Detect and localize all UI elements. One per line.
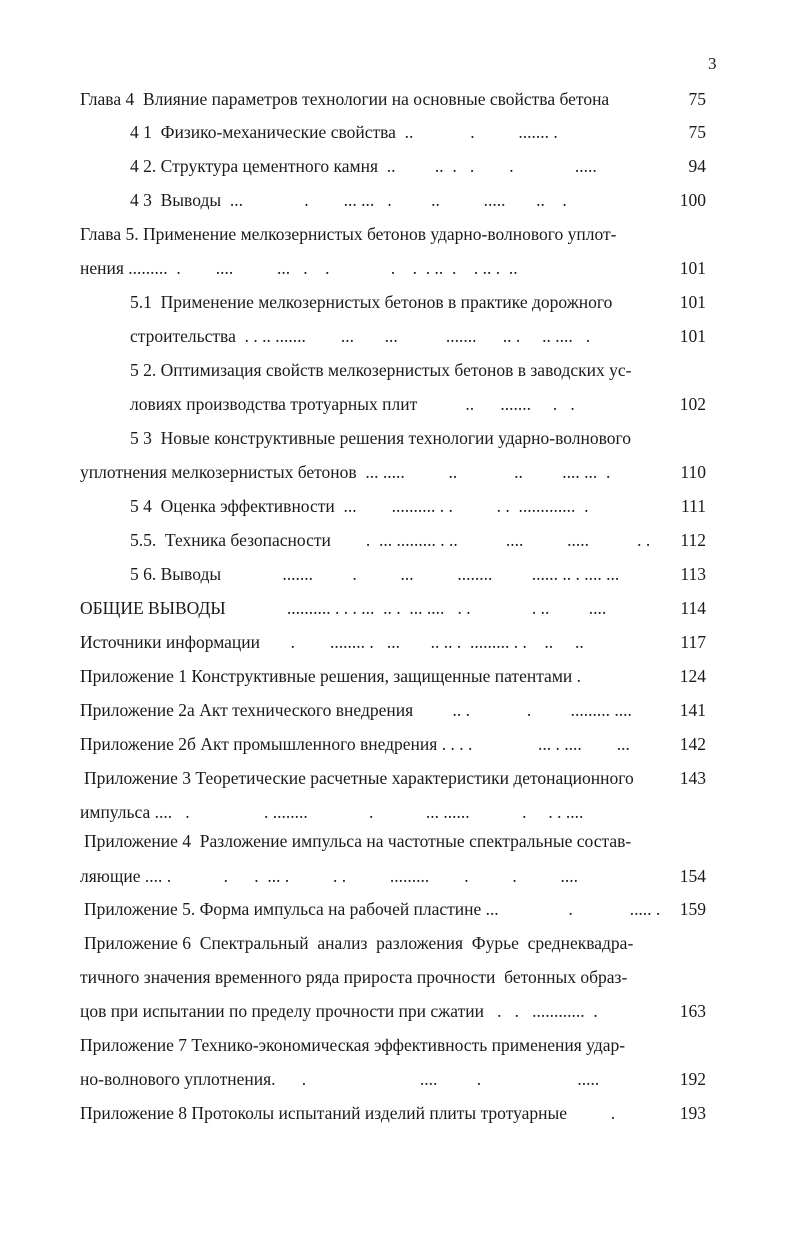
toc-page-number: 142	[679, 734, 706, 754]
toc-page-number: 163	[679, 1001, 706, 1021]
toc-entry: уплотнения мелкозернистых бетонов ... ..... .. .. .... ... .	[80, 462, 611, 482]
toc-page-number: 143	[679, 768, 706, 788]
toc-page-number: 94	[688, 156, 706, 176]
toc-page-number: 154	[679, 866, 706, 886]
toc-page-number: 75	[688, 122, 706, 142]
toc-entry: цов при испытании по пределу прочности при сжатии . . ............ .	[80, 1001, 598, 1021]
toc-page-number: 117	[680, 632, 706, 652]
toc-entry: 5 4 Оценка эффективности ... .......... . . . . ............. .	[130, 496, 589, 516]
toc-page-number: 192	[679, 1069, 706, 1089]
toc-page-number: 114	[680, 598, 706, 618]
toc-page-number: 124	[679, 666, 706, 686]
toc-entry: Источники информации . ........ . ... .. .. . ......... . . .. ..	[80, 632, 584, 652]
toc-entry: 5 2. Оптимизация свойств мелкозернистых бетонов в заводских ус-	[130, 360, 632, 380]
toc-entry: 5.5. Техника безопасности . ... ......... . .. .... ..... . .	[130, 530, 651, 550]
toc-entry: импульса .... . . ........ . ... ...... . . . ....	[80, 802, 584, 822]
toc-entry: Приложение 7 Технико-экономическая эффективность применения удар-	[80, 1035, 626, 1055]
toc-entry: Приложение 5. Форма импульса на рабочей пластине ... . ..... .	[84, 899, 661, 919]
toc-entry: нения ......... . .... ... . . . . . .. . . .. . ..	[80, 258, 518, 278]
toc-entry: 5 6. Выводы ....... . ... ........ ...... .. . .... ...	[130, 564, 620, 584]
toc-page-number: 101	[679, 258, 706, 278]
toc-entry: Приложение 2б Акт промышленного внедрения . . . . ... . .... ...	[80, 734, 630, 754]
toc-page-number: 159	[679, 899, 706, 919]
toc-page-number: 110	[680, 462, 706, 482]
toc-page-number: 100	[679, 190, 706, 210]
toc-entry: тичного значения временного ряда прироста прочности бетонных образ-	[80, 967, 628, 987]
toc-entry: Глава 5. Применение мелкозернистых бетонов ударно-волнового уплот-	[80, 224, 617, 244]
toc-page-number: 112	[680, 530, 706, 550]
toc-entry: Приложение 2а Акт технического внедрения .. . . ......... ....	[80, 700, 632, 720]
toc-entry: Приложение 6 Спектральный анализ разложения Фурье среднеквадра-	[84, 933, 634, 953]
toc-entry: 4 1 Физико-механические свойства .. . ....... .	[130, 122, 558, 142]
toc-entry: Приложение 8 Протоколы испытаний изделий плиты тротуарные .	[80, 1103, 616, 1123]
toc-entry: строительства . . .. ....... ... ... ....... .. . .. .... .	[130, 326, 591, 346]
toc-entry: 5.1 Применение мелкозернистых бетонов в практике дорожного	[130, 292, 613, 312]
toc-entry: ловиях производства тротуарных плит .. ....... . .	[130, 394, 575, 414]
toc-entry: Глава 4 Влияние параметров технологии на основные свойства бетона	[80, 89, 610, 109]
toc-page-number: 75	[688, 89, 706, 109]
toc-entry: Приложение 1 Конструктивные решения, защищенные патентами .	[80, 666, 582, 686]
toc-page-number: 141	[679, 700, 706, 720]
toc-entry: но-волнового уплотнения. . .... . .....	[80, 1069, 600, 1089]
toc-page-number: 102	[679, 394, 706, 414]
toc-entry: Приложение 4 Разложение импульса на частотные спектральные состав-	[84, 831, 632, 851]
toc-entry: ляющие .... . . . ... . . . ......... . . ....	[80, 866, 578, 886]
page-number: 3	[708, 54, 717, 73]
toc-page-number: 111	[681, 496, 706, 516]
toc-entry: 4 3 Выводы ... . ... ... . .. ..... .. .	[130, 190, 567, 210]
toc-page-number: 101	[679, 292, 706, 312]
toc-entry: ОБЩИЕ ВЫВОДЫ .......... . . . ... .. . ... .... . . . .. ....	[80, 598, 607, 618]
toc-page-number: 101	[679, 326, 706, 346]
toc-page-number: 193	[679, 1103, 706, 1123]
toc-entry: Приложение 3 Теоретические расчетные характеристики детонационного	[84, 768, 634, 788]
toc-entry: 4 2. Структура цементного камня .. .. . . . .....	[130, 156, 597, 176]
toc-page-number: 113	[680, 564, 706, 584]
toc-entry: 5 3 Новые конструктивные решения технологии ударно-волнового	[130, 428, 632, 448]
